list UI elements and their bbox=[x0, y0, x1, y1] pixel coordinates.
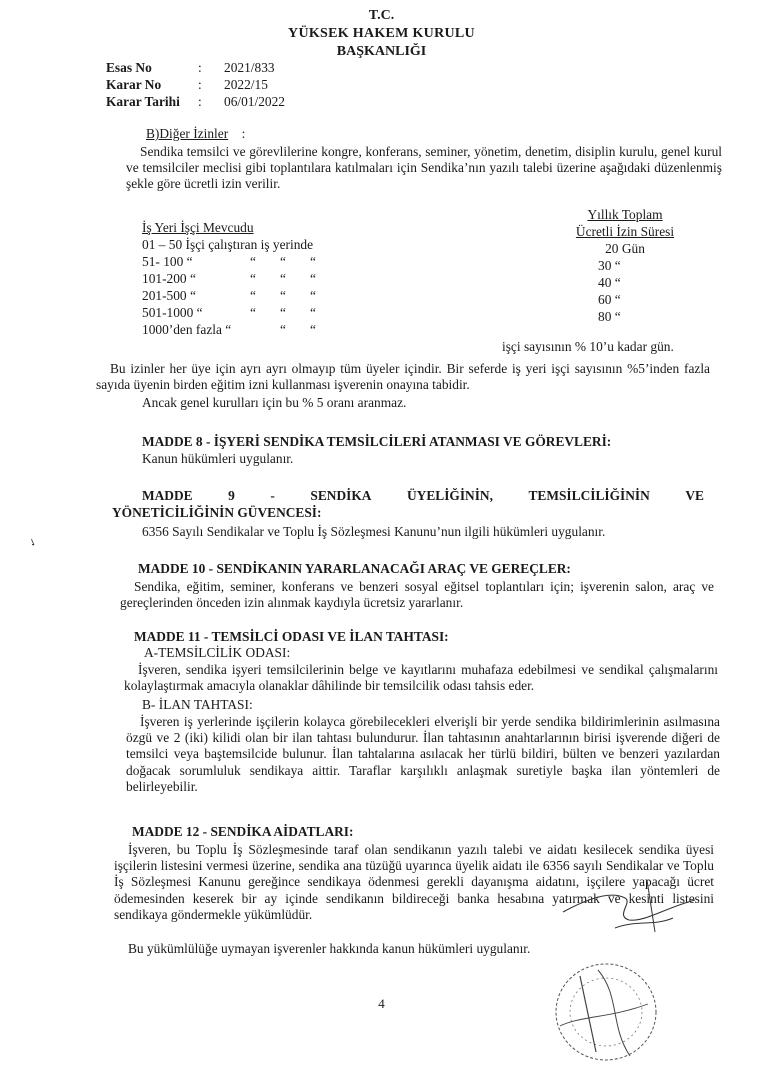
madde-9-word: - bbox=[270, 488, 275, 503]
leave-table-left bbox=[142, 220, 442, 339]
meta-value: 2021/833 bbox=[224, 60, 275, 75]
leave-row bbox=[142, 322, 442, 339]
leave-row bbox=[142, 288, 442, 305]
madde-9-word: ÜYELİĞİNİN, bbox=[406, 488, 493, 503]
section-b-title: B)Diğer İzinler bbox=[146, 126, 229, 141]
ditto-mark: “ bbox=[250, 254, 256, 269]
meta-colon: : bbox=[198, 94, 202, 109]
leave-range: 01 – 50 İşçi çalıştıran iş yerinde bbox=[142, 237, 314, 252]
leave-table-right-header-2: Ücretli İzin Süresi bbox=[575, 224, 675, 239]
ditto-mark: “ bbox=[280, 322, 286, 337]
madde-12-title: MADDE 12 - SENDİKA AİDATLARI: bbox=[132, 824, 354, 839]
leave-table-left-header: İş Yeri İşçi Mevcudu bbox=[142, 220, 254, 235]
leave-days: 30 “ bbox=[598, 258, 621, 273]
official-stamp-icon bbox=[540, 956, 660, 1066]
leave-range: 501-1000 “ bbox=[142, 305, 203, 320]
ditto-mark: “ bbox=[280, 254, 286, 269]
leave-row bbox=[142, 271, 442, 288]
leave-range: 201-500 “ bbox=[142, 288, 196, 303]
madde-11-sub-a: A-TEMSİLCİLİK ODASI: bbox=[144, 645, 291, 660]
paragraph-izinler: Bu izinler her üye için ayrı ayrı olmayıp tüm üyeler içindir. Bir seferde iş yeri işçi sayısının %5’inden fazla sayıda üyenin birden eğitim izni kullanması işverenin onayına tabidir. bbox=[96, 361, 710, 393]
ditto-mark: “ bbox=[250, 305, 256, 320]
section-b-colon: : bbox=[241, 126, 246, 141]
madde-9-word: TEMSİLCİLİĞİNİN bbox=[528, 488, 650, 503]
madde-10-title: MADDE 10 - SENDİKANIN YARARLANACAĞI ARAÇ VE GEREÇLER: bbox=[138, 561, 571, 576]
leave-range: 101-200 “ bbox=[142, 271, 196, 286]
madde-11-title: MADDE 11 - TEMSİLCİ ODASI VE İLAN TAHTASI: bbox=[134, 629, 449, 644]
ditto-mark: “ bbox=[310, 254, 316, 269]
madde-8-text: Kanun hükümleri uygulanır. bbox=[142, 451, 294, 466]
header-presidency: BAŞKANLIĞI bbox=[336, 44, 427, 59]
leave-table-right bbox=[530, 207, 720, 326]
madde-10-text: Sendika, eğitim, seminer, konferans ve benzeri sosyal eğitsel toplantıları için; işverenin salon, araç ve gereçlerinden önceden izin alınmak kaydıyla ücretsiz yararlanır. bbox=[120, 579, 714, 611]
leave-days: 40 “ bbox=[598, 275, 621, 290]
leave-range: 1000’den fazla “ bbox=[142, 322, 232, 337]
meta-colon: : bbox=[198, 77, 202, 92]
madde-9-word: 9 bbox=[228, 488, 235, 503]
header-tc: T.C. bbox=[368, 8, 395, 23]
madde-12-text: İşveren, bu Toplu İş Sözleşmesinde taraf olan sendikanın yazılı talebi ve aidatı kesilecek sendika üyesi işçilerin listesini vermesi üzerine, sendika ana tüzüğü uyarınca üyelik aidatı ile 6356 sayılı Sendikalar ve Toplu İş Sözleşmesi Kanunu gereğince sendikaya ödenmesi gerekli dayanışma aidatını, işçilere yapacağı ücret ödemesinden keserek bir ay içinde sendikanın bildireceği banka hesabına yatırmak ve kesinti listesini sendikaya göndermekle yükümlüdür. bbox=[114, 842, 714, 922]
leave-row bbox=[142, 254, 442, 271]
margin-mark-icon: ✓ bbox=[26, 536, 41, 550]
leave-row bbox=[142, 305, 442, 322]
leave-row bbox=[142, 237, 442, 254]
madde-9-title-line2: YÖNETİCİLİĞİNİN GÜVENCESİ: bbox=[112, 505, 322, 520]
ditto-mark: “ bbox=[310, 322, 316, 337]
ditto-mark: “ bbox=[310, 288, 316, 303]
meta-label: Karar No bbox=[106, 77, 162, 92]
leave-days: 80 “ bbox=[598, 309, 621, 324]
leave-days: 20 Gün bbox=[605, 241, 645, 256]
meta-row-karar bbox=[106, 77, 285, 94]
madde-9-word: SENDİKA bbox=[310, 488, 372, 503]
section-b-paragraph: Sendika temsilci ve görevlilerine kongre, konferans, seminer, yönetim, denetim, disiplin kurulu, genel kurul ve temsilciler meclisi gibi toplantılara katılmaları için Sendika’nın yazılı talebi üzerine aşağıdaki düzenlenmiş şekle göre ücretli izin verilir. bbox=[126, 144, 722, 192]
meta-value: 06/01/2022 bbox=[224, 94, 286, 109]
madde-9-word: MADDE bbox=[142, 488, 193, 503]
madde-11-text-b: İşveren iş yerlerinde işçilerin kolayca görebilecekleri elverişli bir yerde sendika bildirimlerinin asılmasına özgü ve 2 (iki) kilidi olan bir ilan tahtası bulundurur. İlan tahtasının anahtarlarının birisi işverende diğeri de temsilci veya baştemsilcide bulunur. İlan tahtalarına asılacak her türlü bildiri, bülten ve benzeri yazılardan doğacak sorumluluk sendikaya aittir. Taraflar karşılıklı anlaşmak suretiyle başka ilan yöntemleri de belirleyebilir. bbox=[126, 714, 720, 794]
ditto-mark: “ bbox=[310, 305, 316, 320]
madde-12-text2: Bu yükümlülüğe uymayan işverenler hakkında kanun hükümleri uygulanır. bbox=[128, 941, 531, 956]
leave-table-right-header-1: Yıllık Toplam bbox=[587, 207, 663, 222]
signature-icon bbox=[555, 850, 705, 950]
ditto-mark: “ bbox=[250, 271, 256, 286]
ditto-mark: “ bbox=[280, 271, 286, 286]
meta-label: Karar Tarihi bbox=[106, 94, 180, 109]
header-institution: YÜKSEK HAKEM KURULU bbox=[288, 26, 475, 41]
meta-label: Esas No bbox=[106, 60, 152, 75]
section-b-heading bbox=[146, 126, 245, 142]
leave-range: 51- 100 “ bbox=[142, 254, 193, 269]
ditto-mark: “ bbox=[280, 288, 286, 303]
madde-11-sub-b: B- İLAN TAHTASI: bbox=[142, 697, 253, 712]
madde-9-text: 6356 Sayılı Sendikalar ve Toplu İş Sözleşmesi Kanunu’nun ilgili hükümleri uygulanır. bbox=[142, 524, 606, 539]
paragraph-genel-kurul: Ancak genel kurulları için bu % 5 oranı aranmaz. bbox=[142, 395, 407, 410]
page-number: 4 bbox=[378, 996, 385, 1011]
case-meta bbox=[106, 60, 285, 111]
madde-9-word: VE bbox=[685, 488, 704, 503]
ditto-mark: “ bbox=[310, 271, 316, 286]
leave-days: 60 “ bbox=[598, 292, 621, 307]
meta-row-tarih bbox=[106, 94, 285, 111]
meta-row-esas bbox=[106, 60, 285, 77]
meta-value: 2022/15 bbox=[224, 77, 268, 92]
madde-8-title: MADDE 8 - İŞYERİ SENDİKA TEMSİLCİLERİ ATANMASI VE GÖREVLERİ: bbox=[142, 434, 612, 449]
ditto-mark: “ bbox=[250, 288, 256, 303]
leave-days-last: işçi sayısının % 10’u kadar gün. bbox=[502, 339, 674, 354]
meta-colon: : bbox=[198, 60, 202, 75]
madde-9-title-line1 bbox=[142, 488, 704, 504]
madde-11-text-a: İşveren, sendika işyeri temsilcilerinin belge ve kayıtlarını muhafaza edebilmesi ve sendikal çalışmalarını kolaylaştırmak amacıyla olanaklar dâhilinde bir temsilcilik odası tahsis eder. bbox=[124, 662, 718, 694]
ditto-mark: “ bbox=[280, 305, 286, 320]
